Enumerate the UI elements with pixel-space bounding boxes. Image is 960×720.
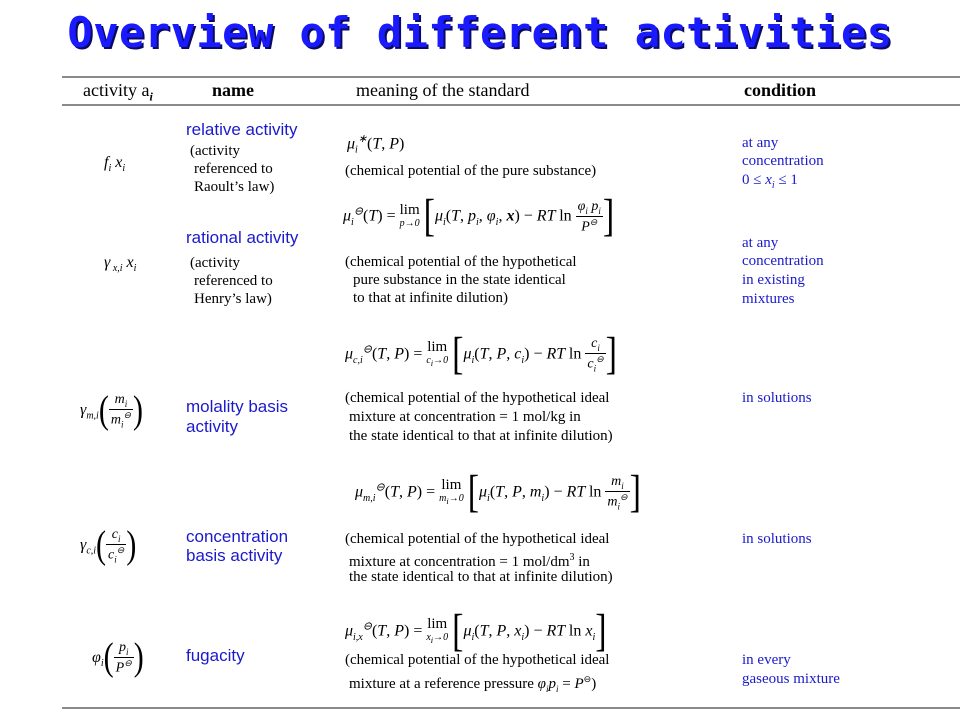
row-name-detail-3: Raoult’s law) [194, 179, 275, 195]
row-condition-1: in solutions [742, 390, 812, 406]
row-meaning-1: (chemical potential of the hypothetical [345, 254, 577, 270]
row-meaning-1: (chemical potential of the hypothetical ideal [345, 531, 610, 547]
header-top-rule [62, 76, 960, 78]
row-name-detail-3: Henry’s law) [194, 291, 272, 307]
row-meaning-2: mixture at concentration = 1 mol/$dm^3$ in [349, 552, 590, 570]
activity-symbol: $\gamma_{c,i}$( $\frac{c_i}{c_i^⊖}$ ) [80, 523, 137, 567]
row-name-2: activity [186, 417, 238, 436]
row-name-detail-1: (activity [190, 255, 240, 271]
row-condition-1: in every [742, 652, 791, 668]
row-meaning-1: (chemical potential of the hypothetical ideal [345, 652, 610, 668]
row-meaning-3: to that at infinite dilution) [353, 290, 508, 306]
row-condition-4: mixtures [742, 291, 795, 307]
header-bottom-rule [62, 104, 960, 106]
standard-equation: $\mu_{m,i}^⊖(T$, P) = lim $m_i\to 0$ [$\mu_i(T$, P, $m_i$) − RT ln $\frac{m_i}{m_i^⊖}$ ] [355, 467, 641, 518]
standard-equation: $\mu_{i,x}^⊖(T$, P) = lim $x_i\to 0$ [$\mu_i(T$, P, $x_i$) − RT $\ln x_i$] [345, 606, 607, 657]
activity-symbol: $f_i$ $x_i$ [104, 154, 126, 175]
header-meaning: meaning of the standard [356, 80, 530, 100]
row-name-detail-2: referenced to [194, 273, 273, 289]
row-condition-2: concentration [742, 153, 824, 169]
header-activity [83, 80, 153, 105]
activity-symbol: γ $_{x,i}$ $x_i$ [104, 254, 137, 275]
row-name: fugacity [186, 646, 245, 665]
row-name: relative activity [186, 120, 298, 139]
row-condition-3: in existing [742, 272, 805, 288]
header-activity-label: activity a [83, 80, 150, 100]
activity-symbol: $\gamma_{m,i}$( $\frac{m_i}{m_i^⊖}$ ) [80, 388, 143, 432]
row-condition-1: in solutions [742, 531, 812, 547]
row-meaning-1: (chemical potential of the pure substance) [345, 163, 597, 179]
standard-equation: $\mu_{c,i}^⊖(T$, P) = lim $c_i\to 0$ [$\mu_i(T$, P, $c_i$) − RT ln $\frac{c_i}{c_i^⊖}$ ] [345, 329, 617, 380]
row-name-2: basis activity [186, 546, 283, 565]
row-name: concentration [186, 527, 289, 546]
row-condition-2: concentration [742, 253, 824, 269]
row-meaning-3: the state identical to that at infinite dilution) [349, 569, 613, 585]
header-condition: condition [744, 80, 817, 100]
row-condition-1: at any [742, 135, 779, 151]
row-name-detail-2: referenced to [194, 161, 273, 177]
standard-equation: $\mu_i^∗(T$, P) [347, 133, 405, 156]
row-condition-3: $0 \le x_i \le 1$ [742, 172, 798, 191]
standard-equation: $\mu_i^⊖(T) = \lim$ p→0 [$\mu_i(T$, $p_i$, $\varphi_i$, x) − RT ln $\frac{\varphi_i p_i}{P^⊖}$ ] [343, 191, 615, 242]
row-name-detail-1: (activity [190, 143, 240, 159]
row-meaning-2: pure substance in the state identical [353, 272, 566, 288]
row-name: rational activity [186, 228, 299, 247]
table-bottom-rule [62, 707, 960, 709]
row-meaning-2: mixture at a reference pressure $\varphi_ip_i = P^⊖$) [349, 674, 597, 694]
header-activity-sub: i [149, 89, 153, 104]
row-name: molality basis [186, 397, 289, 416]
header-name: name [212, 80, 254, 100]
activity-symbol: $\varphi_i$( $\frac{p_i}{P^⊖}$ ) [92, 636, 144, 680]
row-condition-1: at any [742, 235, 779, 251]
row-meaning-2: mixture at concentration = 1 mol/kg in [349, 409, 581, 425]
row-condition-2: gaseous mixture [742, 671, 840, 687]
row-meaning-1: (chemical potential of the hypothetical ideal [345, 390, 610, 406]
row-meaning-3: the state identical to that at infinite dilution) [349, 428, 613, 444]
page-title: Overview of different activities [67, 8, 893, 57]
